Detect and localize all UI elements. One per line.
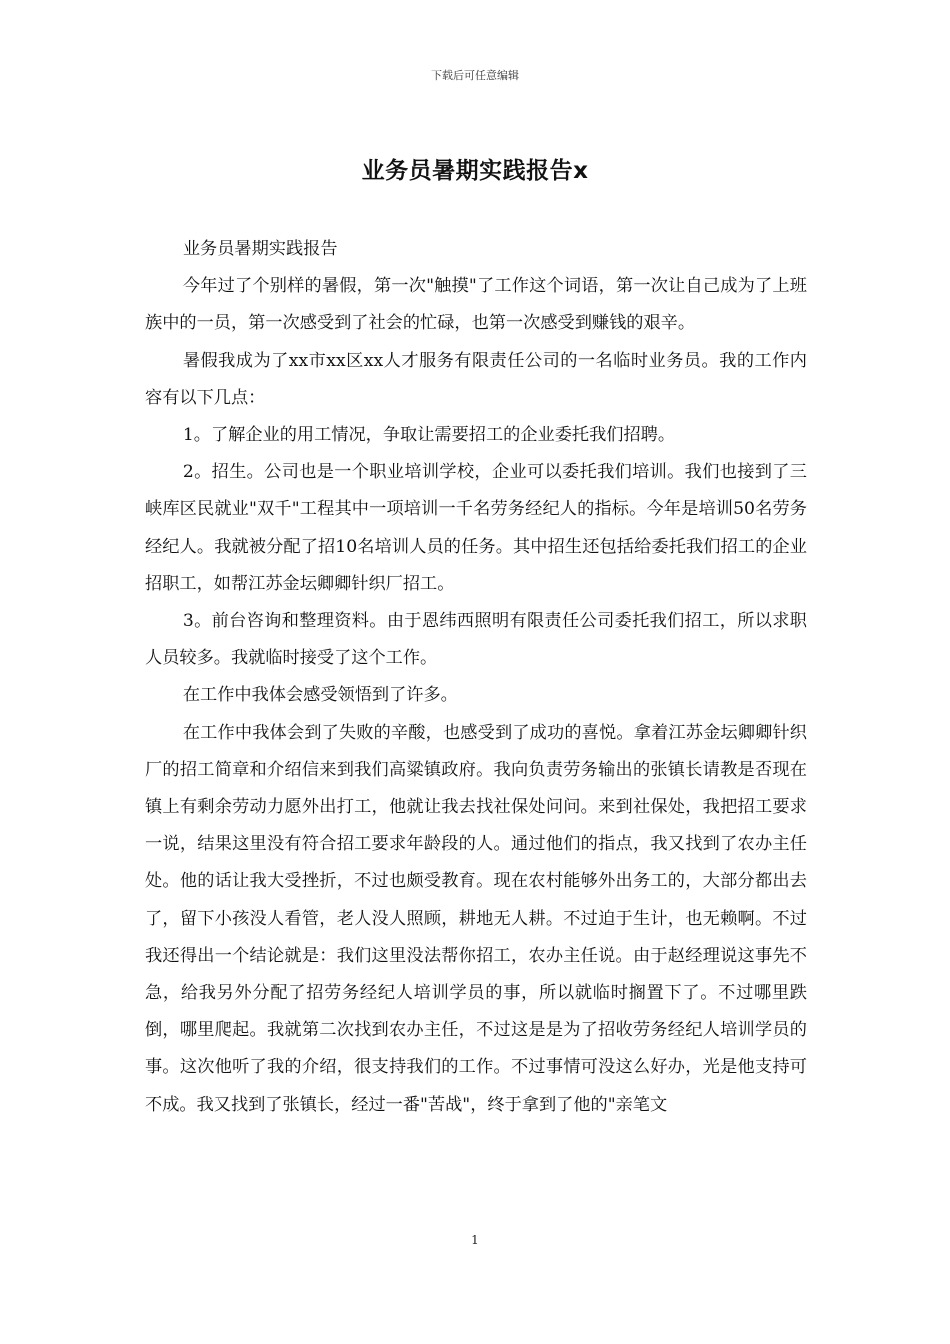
document-title: 业务员暑期实践报告x xyxy=(361,158,589,184)
paragraph: 在工作中我体会到了失败的辛酸，也感受到了成功的喜悦。拿着江苏金坛卿卿针织厂的招工简章和介绍信来到我们高粱镇政府。我向负责劳务输出的张镇长请教是否现在镇上有剩余劳动力愿外出打工，他就让我去找社保处问问。来到社保处，我把招工要求一说，结果这里没有符合招工要求年龄段的人。通过他们的指点，我又找到了农办主任处。他的话让我大受挫折，不过也颇受教育。现在农村能够外出务工的，大部分都出去了，留下小孩没人看管，老人没人照顾，耕地无人耕。不过迫于生计，也无赖啊。不过我还得出一个结论就是：我们这里没法帮你招工，农办主任说。由于赵经理说这事先不急，给我另外分配了招劳务经纪人培训学员的事，所以就临时搁置下了。不过哪里跌倒，哪里爬起。我就第二次找到农办主任，不过这是是为了招收劳务经纪人培训学员的事。这次他听了我的介绍，很支持我们的工作。不过事情可没这么好办，光是他支持可不成。我又找到了张镇长，经过一番"苦战"，终于拿到了他的"亲笔文 xyxy=(145,722,807,1115)
page-header-note: 下载后可任意编辑 xyxy=(431,69,519,82)
list-item: 1。了解企业的用工情况，争取让需要招工的企业委托我们招聘。 xyxy=(182,425,676,446)
list-item: 3。前台咨询和整理资料。由于恩纬西照明有限责任公司委托我们招工，所以求职人员较多。我就临时接受了这个工作。 xyxy=(145,611,807,669)
list-item: 2。招生。公司也是一个职业培训学校，企业可以委托我们培训。我们也接到了三峡库区民就业"双千"工程其中一项培训一千名劳务经纪人的指标。今年是培训50名劳务经纪人。我就被分配了招10名培训人员的任务。其中招生还包括给委托我们招工的企业招职工，如帮江苏金坛卿卿针织厂招工。 xyxy=(145,462,807,594)
paragraph-subtitle: 业务员暑期实践报告 xyxy=(182,239,338,259)
paragraph: 在工作中我体会感受领悟到了许多。 xyxy=(182,685,458,706)
page-number: 1 xyxy=(471,1233,479,1247)
document-body xyxy=(145,231,807,1124)
paragraph: 暑假我成为了xx市xx区xx人才服务有限责任公司的一名临时业务员。我的工作内容有以下几点： xyxy=(145,350,807,408)
paragraph: 今年过了个别样的暑假，第一次"触摸"了工作这个词语，第一次让自己成为了上班族中的一员，第一次感受到了社会的忙碌，也第一次感受到赚钱的艰辛。 xyxy=(145,276,807,334)
